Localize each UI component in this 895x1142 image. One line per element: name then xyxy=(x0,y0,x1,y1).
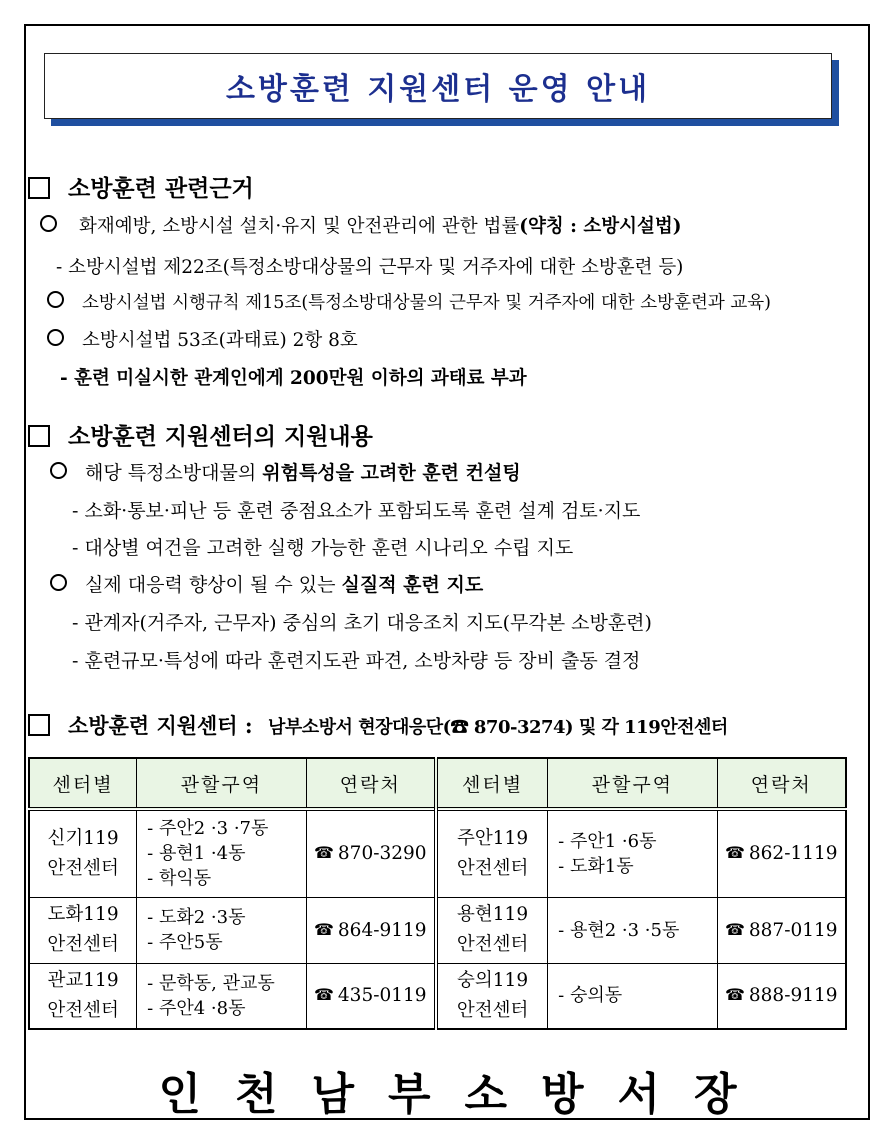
circle-bullet-icon xyxy=(50,574,67,591)
circle-bullet-icon xyxy=(47,329,64,346)
section1-item2 xyxy=(47,289,771,314)
phone-cell: ☎ 862-1119 xyxy=(717,809,846,897)
section1-heading xyxy=(28,170,254,203)
phone-cell: ☎ 870-3290 xyxy=(306,809,436,897)
checkbox-square-icon xyxy=(28,714,50,736)
section1-item2-text: 소방시설법 시행규칙 제15조(특정소방대상물의 근무자 및 거주자에 대한 소방훈련과 교육) xyxy=(82,293,772,313)
section1-item1-text: 화재예방, 소방시설 설치·유지 및 안전관리에 관한 법률 xyxy=(79,216,520,237)
table-row xyxy=(29,897,846,963)
section3-detail: 남부소방서 현장대응단(☎ 870-3274) 및 각 119안전센터 xyxy=(267,717,728,738)
table-header-contact: 연락처 xyxy=(306,758,436,809)
area-list: - 주안2 ·3 ·7동 - 용현1 ·4동 - 학익동 xyxy=(137,809,306,897)
center-name: 신기119 안전센터 xyxy=(29,809,137,897)
phone-cell: ☎ 887-0119 xyxy=(717,897,846,963)
section2-heading-text: 소방훈련 지원센터의 지원내용 xyxy=(68,423,373,450)
center-name: 주안119 안전센터 xyxy=(436,809,548,897)
section1-heading-text: 소방훈련 관련근거 xyxy=(68,175,254,202)
section2-sub2b: - 훈련규모·특성에 따라 훈련지도관 파견, 소방차량 등 장비 출동 결정 xyxy=(72,650,641,672)
phone-cell: ☎ 864-9119 xyxy=(306,897,436,963)
area-list: - 도화2 ·3동 - 주안5동 xyxy=(137,897,306,963)
phone-cell: ☎ 435-0119 xyxy=(306,963,436,1029)
section1-sub1: - 소방시설법 제22조(특정소방대상물의 근무자 및 거주자에 대한 소방훈련 등) xyxy=(56,257,684,278)
title-box xyxy=(44,53,832,119)
section2-item2-bold: 실질적 훈련 지도 xyxy=(341,574,484,596)
section2-item1-bold: 위험특성을 고려한 훈련 컨설팅 xyxy=(262,462,521,484)
checkbox-square-icon xyxy=(28,177,50,199)
area-list: - 숭의동 xyxy=(548,963,717,1029)
checkbox-square-icon xyxy=(28,425,50,447)
table-header-row xyxy=(29,758,846,809)
table-header-contact: 연락처 xyxy=(717,758,846,809)
circle-bullet-icon xyxy=(47,291,64,308)
section1-item3 xyxy=(47,326,358,352)
table-header-center: 센터별 xyxy=(436,758,548,809)
telephone-icon: ☎ xyxy=(724,985,745,1005)
phone-cell: ☎ 888-9119 xyxy=(717,963,846,1029)
center-table xyxy=(28,757,847,1030)
center-name: 관교119 안전센터 xyxy=(29,963,137,1029)
table-row xyxy=(29,963,846,1029)
section1-item1 xyxy=(40,212,682,238)
section2-item2-text: 실제 대응력 향상이 될 수 있는 xyxy=(85,574,342,596)
center-name: 용현119 안전센터 xyxy=(436,897,548,963)
table-header-area: 관할구역 xyxy=(548,758,717,809)
section2-item1-text: 해당 특정소방대물의 xyxy=(85,462,263,484)
area-list: - 문학동, 관교동 - 주안4 ·8동 xyxy=(137,963,306,1029)
section2-item1 xyxy=(50,458,521,485)
table-row xyxy=(29,809,846,897)
center-name: 숭의119 안전센터 xyxy=(436,963,548,1029)
telephone-icon: ☎ xyxy=(724,843,745,863)
area-list: - 용현2 ·3 ·5동 xyxy=(548,897,717,963)
section2-heading xyxy=(28,418,373,451)
page-title: 소방훈련 지원센터 운영 안내 xyxy=(225,72,651,107)
section2-sub1b: - 대상별 여건을 고려한 실행 가능한 훈련 시나리오 수립 지도 xyxy=(72,537,574,559)
telephone-icon: ☎ xyxy=(313,919,334,939)
table-header-center: 센터별 xyxy=(29,758,137,809)
area-list: - 주안1 ·6동 - 도화1동 xyxy=(548,809,717,897)
section2-item2 xyxy=(50,570,483,597)
table-header-area: 관할구역 xyxy=(137,758,306,809)
section1-item1-bold: (약칭 : 소방시설법) xyxy=(519,216,682,237)
telephone-icon: ☎ xyxy=(313,985,334,1005)
section3-heading-text: 소방훈련 지원센터 : xyxy=(68,713,253,738)
section1-sub3: - 훈련 미실시한 관계인에게 200만원 이하의 과태료 부과 xyxy=(60,368,527,389)
section2-sub1a: - 소화·통보·피난 등 훈련 중점요소가 포함되도록 훈련 설계 검토·지도 xyxy=(72,500,641,522)
footer-signature: 인천남부소방서장 xyxy=(158,1069,771,1120)
center-name: 도화119 안전센터 xyxy=(29,897,137,963)
circle-bullet-icon xyxy=(50,462,67,479)
telephone-icon: ☎ xyxy=(724,919,745,939)
section3-heading xyxy=(28,710,728,740)
circle-bullet-icon xyxy=(40,215,57,232)
section1-item3-text: 소방시설법 53조(과태료) 2항 8호 xyxy=(82,330,358,351)
section2-sub2a: - 관계자(거주자, 근무자) 중심의 초기 대응조치 지도(무각본 소방훈련) xyxy=(72,612,652,634)
telephone-icon: ☎ xyxy=(313,843,334,863)
